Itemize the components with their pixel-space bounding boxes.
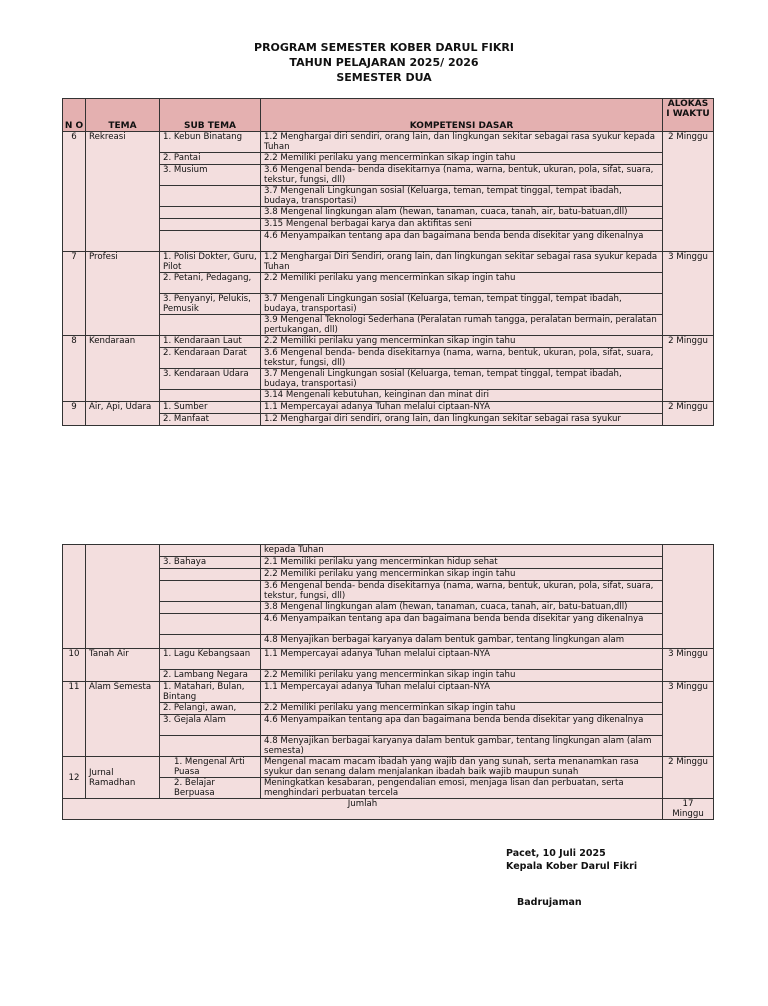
sub-tema-cell: 1. Sumber	[160, 402, 261, 414]
kd-cell: 1.1 Mempercayai adanya Tuhan melalui ciptaan-NYA	[261, 682, 663, 703]
table-header-row	[63, 99, 714, 132]
kd-cell: 2.2 Memiliki perilaku yang mencerminkan sikap ingin tahu	[261, 273, 663, 294]
table-row	[63, 649, 714, 670]
table-row	[63, 369, 714, 390]
sub-tema-cell	[160, 219, 261, 231]
table-row	[63, 219, 714, 231]
kd-cell: 2.2 Memiliki perilaku yang mencerminkan sikap ingin tahu	[261, 153, 663, 165]
table-row	[63, 602, 714, 614]
sub-tema-cell: 1. Lagu Kebangsaan	[160, 649, 261, 670]
sub-tema-cell: 2. Pantai	[160, 153, 261, 165]
sub-tema-cell	[160, 390, 261, 402]
table-row	[63, 778, 714, 799]
row-no: 8	[63, 336, 86, 402]
kd-cell: 4.6 Menyampaikan tentang apa dan bagaimana benda benda disekitar yang dikenalnya	[261, 614, 663, 635]
total-label: Jumlah	[63, 799, 663, 820]
table-row	[63, 581, 714, 602]
sub-tema-cell: 1. Mengenal Arti Puasa	[160, 757, 261, 778]
sub-tema-cell: 1. Polisi Dokter, Guru, Pilot	[160, 252, 261, 273]
row-no	[63, 545, 86, 649]
sub-tema-cell	[160, 186, 261, 207]
kd-cell: 4.8 Menyajikan berbagai karyanya dalam bentuk gambar, tentang lingkungan alam	[261, 635, 663, 649]
doc-year: TAHUN PELAJARAN 2025/ 2026	[289, 56, 479, 69]
table-row	[63, 670, 714, 682]
table-row	[63, 153, 714, 165]
table-row	[63, 390, 714, 402]
kd-cell: 2.2 Memiliki perilaku yang mencerminkan sikap ingin tahu	[261, 703, 663, 715]
sub-tema-cell: 1. Kebun Binatang	[160, 132, 261, 153]
sub-tema-cell	[160, 231, 261, 252]
kd-cell: 4.8 Menyajikan berbagai karyanya dalam bentuk gambar, tentang lingkungan alam (alam semesta)	[261, 736, 663, 757]
sub-tema-cell: 3. Musium	[160, 165, 261, 186]
table-row	[63, 715, 714, 736]
kd-cell: 3.15 Mengenal berbagai karya dan aktifitas seni	[261, 219, 663, 231]
kd-cell: 3.6 Mengenal benda- benda disekitarnya (nama, warna, bentuk, ukuran, pola, sifat, suara, tekstur, fungsi, dll)	[261, 165, 663, 186]
doc-title: PROGRAM SEMESTER KOBER DARUL FIKRI	[254, 41, 514, 54]
table-row	[63, 348, 714, 369]
kd-cell: 3.8 Mengenal lingkungan alam (hewan, tanaman, cuaca, tanah, air, batu-batuan,dll)	[261, 602, 663, 614]
table-row	[63, 736, 714, 757]
kd-cell: 2.2 Memiliki perilaku yang mencerminkan sikap ingin tahu	[261, 670, 663, 682]
table-row	[63, 545, 714, 557]
kd-cell: 3.6 Mengenal benda- benda disekitarnya (nama, warna, bentuk, ukuran, pola, sifat, suara, tekstur, fungsi, dll)	[261, 581, 663, 602]
row-tema: Jurnal Ramadhan	[86, 757, 160, 799]
table-row	[63, 402, 714, 414]
row-no: 10	[63, 649, 86, 682]
table-row	[63, 557, 714, 569]
table-row	[63, 231, 714, 252]
kd-cell: 3.14 Mengenali kebutuhan, keinginan dan minat diri	[261, 390, 663, 402]
col-header-alokasi: ALOKAS I WAKTU	[663, 99, 714, 132]
table-row	[63, 294, 714, 315]
kd-cell: kepada Tuhan	[261, 545, 663, 557]
table-row	[63, 635, 714, 649]
sub-tema-cell: 2. Lambang Negara	[160, 670, 261, 682]
col-header-no: N O	[63, 99, 86, 132]
sub-tema-cell	[160, 614, 261, 635]
program-table-part2	[62, 544, 714, 820]
alokasi-cell	[663, 545, 714, 649]
table-row	[63, 569, 714, 581]
sub-tema-cell	[160, 581, 261, 602]
sub-tema-cell: 2. Pelangi, awan,	[160, 703, 261, 715]
kd-cell: 3.7 Mengenali Lingkungan sosial (Keluarga, teman, tempat tinggal, tempat ibadah, budaya, transportasi)	[261, 186, 663, 207]
signature-role: Kepala Kober Darul Fikri	[506, 861, 638, 872]
table-row	[63, 132, 714, 153]
row-tema: Rekreasi	[86, 132, 160, 252]
alokasi-cell: 2 Minggu	[663, 336, 714, 402]
signature-place-date: Pacet, 10 Juli 2025	[506, 848, 606, 859]
table-row	[63, 207, 714, 219]
sub-tema-cell	[160, 315, 261, 336]
row-tema	[86, 545, 160, 649]
sub-tema-cell: 2. Kendaraan Darat	[160, 348, 261, 369]
total-value: 17 Minggu	[663, 799, 714, 820]
kd-cell: 2.1 Memiliki perilaku yang mencerminkan hidup sehat	[261, 557, 663, 569]
row-tema: Tanah Air	[86, 649, 160, 682]
col-header-kompetensi: KOMPETENSI DASAR	[261, 99, 663, 132]
kd-cell: 1.1 Mempercayai adanya Tuhan melalui ciptaan-NYA	[261, 402, 663, 414]
sub-tema-cell	[160, 602, 261, 614]
sub-tema-cell: 2. Manfaat	[160, 414, 261, 426]
sub-tema-cell: 1. Matahari, Bulan, Bintang	[160, 682, 261, 703]
table-row	[63, 252, 714, 273]
table-row	[63, 165, 714, 186]
alokasi-cell: 2 Minggu	[663, 402, 714, 426]
row-no: 6	[63, 132, 86, 252]
col-header-sub-tema: SUB TEMA	[160, 99, 261, 132]
col-header-tema: TEMA	[86, 99, 160, 132]
kd-cell: 1.1 Mempercayai adanya Tuhan melalui ciptaan-NYA	[261, 649, 663, 670]
kd-cell: Mengenal macam macam ibadah yang wajib dan yang sunah, serta menanamkan rasa syukur dan senang dalam menjalankan ibadah baik wajib maupun sunah	[261, 757, 663, 778]
kd-cell: 4.6 Menyampaikan tentang apa dan bagaimana benda benda disekitar yang dikenalnya	[261, 715, 663, 736]
signature-name: Badrujaman	[517, 897, 582, 908]
row-tema: Alam Semesta	[86, 682, 160, 757]
sub-tema-cell	[160, 207, 261, 219]
row-no: 11	[63, 682, 86, 757]
kd-cell: 3.8 Mengenal lingkungan alam (hewan, tanaman, cuaca, tanah, air, batu-batuan,dll)	[261, 207, 663, 219]
alokasi-cell: 2 Minggu	[663, 757, 714, 799]
alokasi-cell: 3 Minggu	[663, 682, 714, 757]
sub-tema-cell: 2. Belajar Berpuasa	[160, 778, 261, 799]
row-no: 7	[63, 252, 86, 336]
table-row	[63, 273, 714, 294]
table-row	[63, 336, 714, 348]
table-row	[63, 414, 714, 426]
alokasi-cell: 3 Minggu	[663, 252, 714, 336]
sub-tema-cell: 3. Kendaraan Udara	[160, 369, 261, 390]
kd-cell: Meningkatkan kesabaran, pengendalian emosi, menjaga lisan dan perbuatan, serta menghindari perbuatan tercela	[261, 778, 663, 799]
kd-cell: 2.2 Memiliki perilaku yang mencerminkan sikap ingin tahu	[261, 336, 663, 348]
row-tema: Profesi	[86, 252, 160, 336]
sub-tema-cell: 3. Penyanyi, Pelukis, Pemusik	[160, 294, 261, 315]
sub-tema-cell: 3. Gejala Alam	[160, 715, 261, 736]
row-no: 9	[63, 402, 86, 426]
kd-cell: 1.2 Menghargai Diri Sendiri, orang lain, dan lingkungan sekitar sebagai rasa syukur kepada Tuhan	[261, 252, 663, 273]
row-no: 12	[63, 757, 86, 799]
row-tema: Air, Api, Udara	[86, 402, 160, 426]
sub-tema-cell	[160, 635, 261, 649]
kd-cell: 3.7 Mengenali Lingkungan sosial (Keluarga, teman, tempat tinggal, tempat ibadah, budaya, transportasi)	[261, 369, 663, 390]
kd-cell: 3.9 Mengenal Teknologi Sederhana (Peralatan rumah tangga, peralatan bermain, peralatan pertukangan, dll)	[261, 315, 663, 336]
table-row	[63, 703, 714, 715]
sub-tema-cell: 2. Petani, Pedagang,	[160, 273, 261, 294]
kd-cell: 3.6 Mengenal benda- benda disekitarnya (nama, warna, bentuk, ukuran, pola, sifat, suara, tekstur, fungsi, dll)	[261, 348, 663, 369]
sub-tema-cell: 3. Bahaya	[160, 557, 261, 569]
kd-cell: 3.7 Mengenali Lingkungan sosial (Keluarga, teman, tempat tinggal, tempat ibadah, budaya, transportasi)	[261, 294, 663, 315]
table-row	[63, 682, 714, 703]
sub-tema-cell	[160, 569, 261, 581]
kd-cell: 1.2 Menghargai diri sendiri, orang lain, dan lingkungan sekitar sebagai rasa syukur kepada Tuhan	[261, 132, 663, 153]
row-tema: Kendaraan	[86, 336, 160, 402]
alokasi-cell: 3 Minggu	[663, 649, 714, 682]
table-row	[63, 186, 714, 207]
table-row	[63, 614, 714, 635]
sub-tema-cell: 1. Kendaraan Laut	[160, 336, 261, 348]
kd-cell: 1.2 Menghargai diri sendiri, orang lain, dan lingkungan sekitar sebagai rasa syukur	[261, 414, 663, 426]
sub-tema-cell	[160, 736, 261, 757]
alokasi-cell: 2 Minggu	[663, 132, 714, 252]
sub-tema-cell	[160, 545, 261, 557]
kd-cell: 2.2 Memiliki perilaku yang mencerminkan sikap ingin tahu	[261, 569, 663, 581]
program-table-part1	[62, 98, 714, 426]
table-row	[63, 757, 714, 778]
doc-semester: SEMESTER DUA	[336, 71, 432, 84]
total-row	[63, 799, 714, 820]
kd-cell: 4.6 Menyampaikan tentang apa dan bagaimana benda benda disekitar yang dikenalnya	[261, 231, 663, 252]
table-row	[63, 315, 714, 336]
